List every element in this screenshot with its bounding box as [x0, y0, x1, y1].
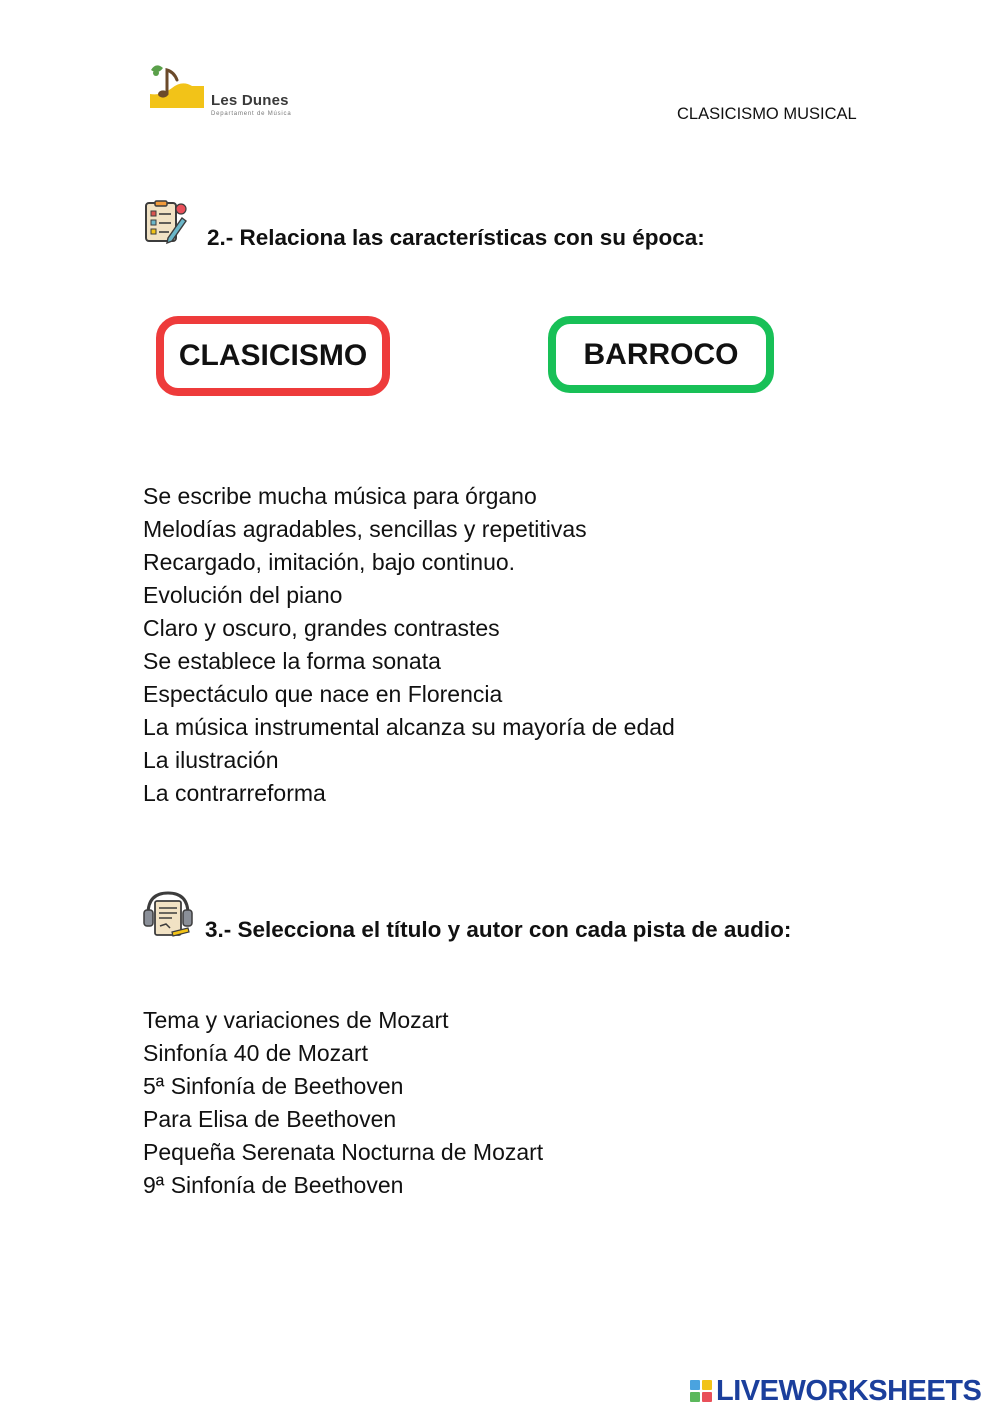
- clasicismo-category-box[interactable]: CLASICISMO: [156, 316, 390, 396]
- liveworksheets-brand[interactable]: [690, 1374, 981, 1408]
- audio-title-item[interactable]: Pequeña Serenata Nocturna de Mozart: [143, 1139, 544, 1165]
- characteristic-item[interactable]: Se escribe mucha música para órgano: [143, 483, 537, 509]
- audio-title-item[interactable]: 5ª Sinfonía de Beethoven: [143, 1073, 404, 1099]
- audio-title-item[interactable]: Tema y variaciones de Mozart: [143, 1007, 449, 1033]
- logo-subtitle: Departament de Música: [211, 111, 292, 117]
- characteristic-item[interactable]: Evolución del piano: [143, 582, 343, 608]
- audio-title-item[interactable]: Sinfonía 40 de Mozart: [143, 1040, 369, 1066]
- liveworksheets-wordmark: LIVEWORKSHEETS: [716, 1374, 982, 1407]
- audio-title-item[interactable]: Para Elisa de Beethoven: [143, 1106, 397, 1132]
- logo-dune-shape: [150, 83, 204, 108]
- audio-title-item[interactable]: 9ª Sinfonía de Beethoven: [143, 1172, 404, 1198]
- audio-tracks-list: [143, 1004, 543, 1202]
- characteristic-item[interactable]: La ilustración: [143, 747, 279, 773]
- logo-name: Les Dunes: [211, 92, 289, 109]
- characteristic-item[interactable]: La música instrumental alcanza su mayoría de edad: [143, 714, 675, 740]
- characteristic-item[interactable]: La contrarreforma: [143, 780, 326, 806]
- characteristic-item[interactable]: Claro y oscuro, grandes contrastes: [143, 615, 500, 641]
- liveworksheets-logo-icon: [690, 1380, 712, 1402]
- checklist-icon: [144, 200, 190, 246]
- document-title: CLASICISMO MUSICAL: [677, 105, 857, 123]
- characteristic-item[interactable]: Espectáculo que nace en Florencia: [143, 681, 503, 707]
- barroco-category-box[interactable]: BARROCO: [548, 316, 774, 393]
- characteristic-item[interactable]: Melodías agradables, sencillas y repetitivas: [143, 516, 587, 542]
- headphones-document-icon: [142, 888, 194, 940]
- characteristic-item[interactable]: Se establece la forma sonata: [143, 648, 441, 674]
- characteristic-item[interactable]: Recargado, imitación, bajo continuo.: [143, 549, 516, 575]
- characteristics-list: [143, 480, 675, 810]
- section-2-heading: 2.- Relaciona las características con su época:: [207, 225, 705, 250]
- section-3-heading: 3.- Selecciona el título y autor con cada pista de audio:: [205, 917, 792, 942]
